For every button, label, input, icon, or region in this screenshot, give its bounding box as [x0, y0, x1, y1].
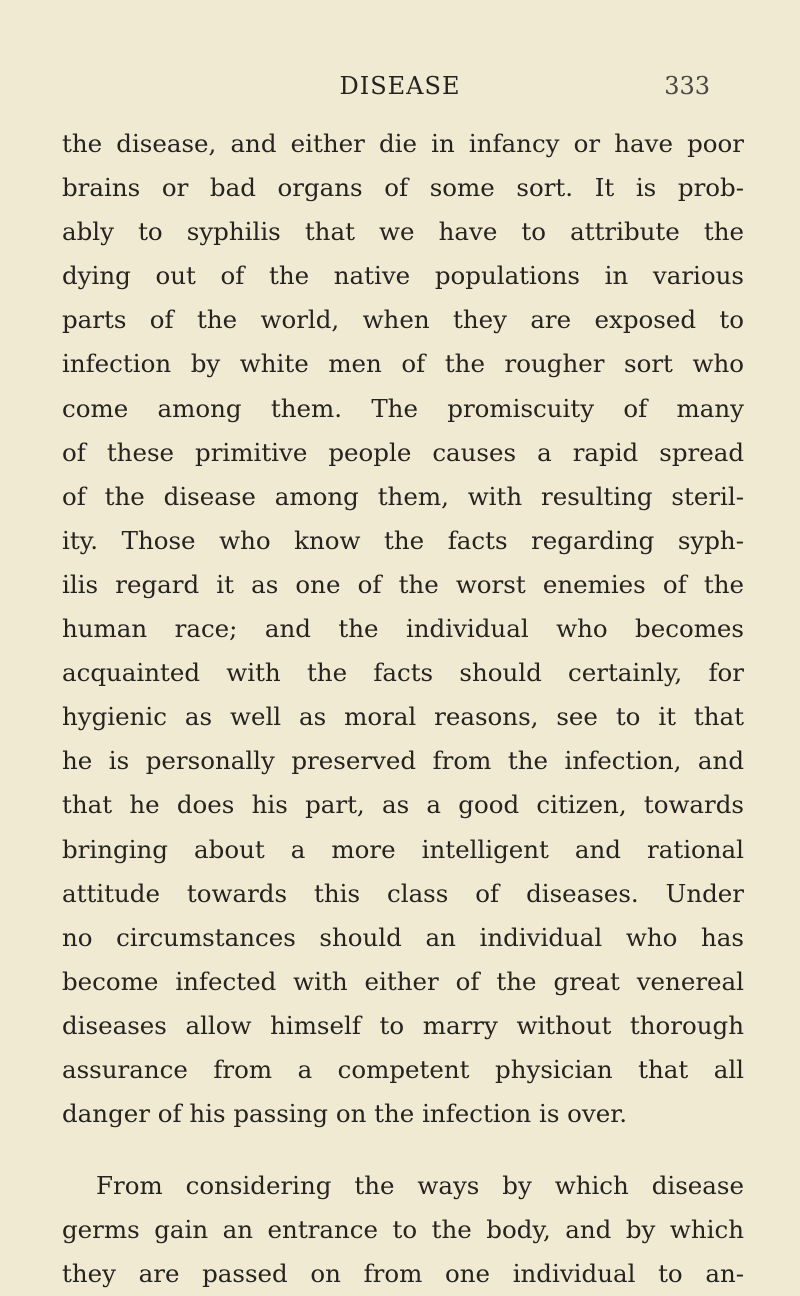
text-line: ilis regard it as one of the worst enemies of the — [62, 569, 744, 599]
page-number: 333 — [664, 72, 710, 100]
text-line: attitude towards this class of diseases. Under — [62, 878, 744, 908]
text-line: come among them. The promiscuity of many — [62, 393, 744, 423]
text-line: diseases allow himself to marry without thorough — [62, 1010, 744, 1040]
text-line: human race; and the individual who becomes — [62, 614, 744, 644]
text-line: no circumstances should an individual who has — [62, 922, 744, 952]
text-line: that he does his part, as a good citizen, towards — [62, 790, 744, 820]
text-line: acquainted with the facts should certainly, for — [62, 658, 744, 688]
text-line: of these primitive people causes a rapid spread — [62, 437, 744, 467]
text-line: they are passed on from one individual to an- — [62, 1259, 744, 1289]
text-line: become infected with either of the great venereal — [62, 966, 744, 996]
paragraph-gap — [62, 1136, 744, 1164]
text-line: ity. Those who know the facts regarding syph- — [62, 525, 744, 555]
text-line: danger of his passing on the infection is over. — [62, 1099, 628, 1129]
running-title: DISEASE — [339, 72, 461, 100]
text-line: the disease, and either die in infancy or have poor — [62, 129, 744, 158]
text-line: hygienic as well as moral reasons, see to it that — [62, 702, 744, 732]
text-line: brains or bad organs of some sort. It is prob- — [62, 173, 744, 203]
text-line: assurance from a competent physician that all — [62, 1054, 744, 1084]
text-line: parts of the world, when they are exposed to — [62, 305, 744, 335]
text-line: From considering the ways by which disease — [96, 1171, 744, 1201]
text-line: he is personally preserved from the infection, and — [62, 746, 744, 776]
body-text — [62, 122, 744, 1296]
paragraph-2 — [62, 1164, 744, 1296]
paragraph-1 — [62, 122, 744, 1136]
text-line: dying out of the native populations in various — [62, 261, 744, 291]
text-line: ably to syphilis that we have to attribute the — [62, 217, 744, 247]
text-line: infection by white men of the rougher sort who — [62, 349, 744, 379]
text-line: bringing about a more intelligent and rational — [62, 834, 744, 864]
text-line: of the disease among them, with resulting steril- — [62, 481, 744, 511]
text-line: germs gain an entrance to the body, and by which — [62, 1215, 744, 1245]
